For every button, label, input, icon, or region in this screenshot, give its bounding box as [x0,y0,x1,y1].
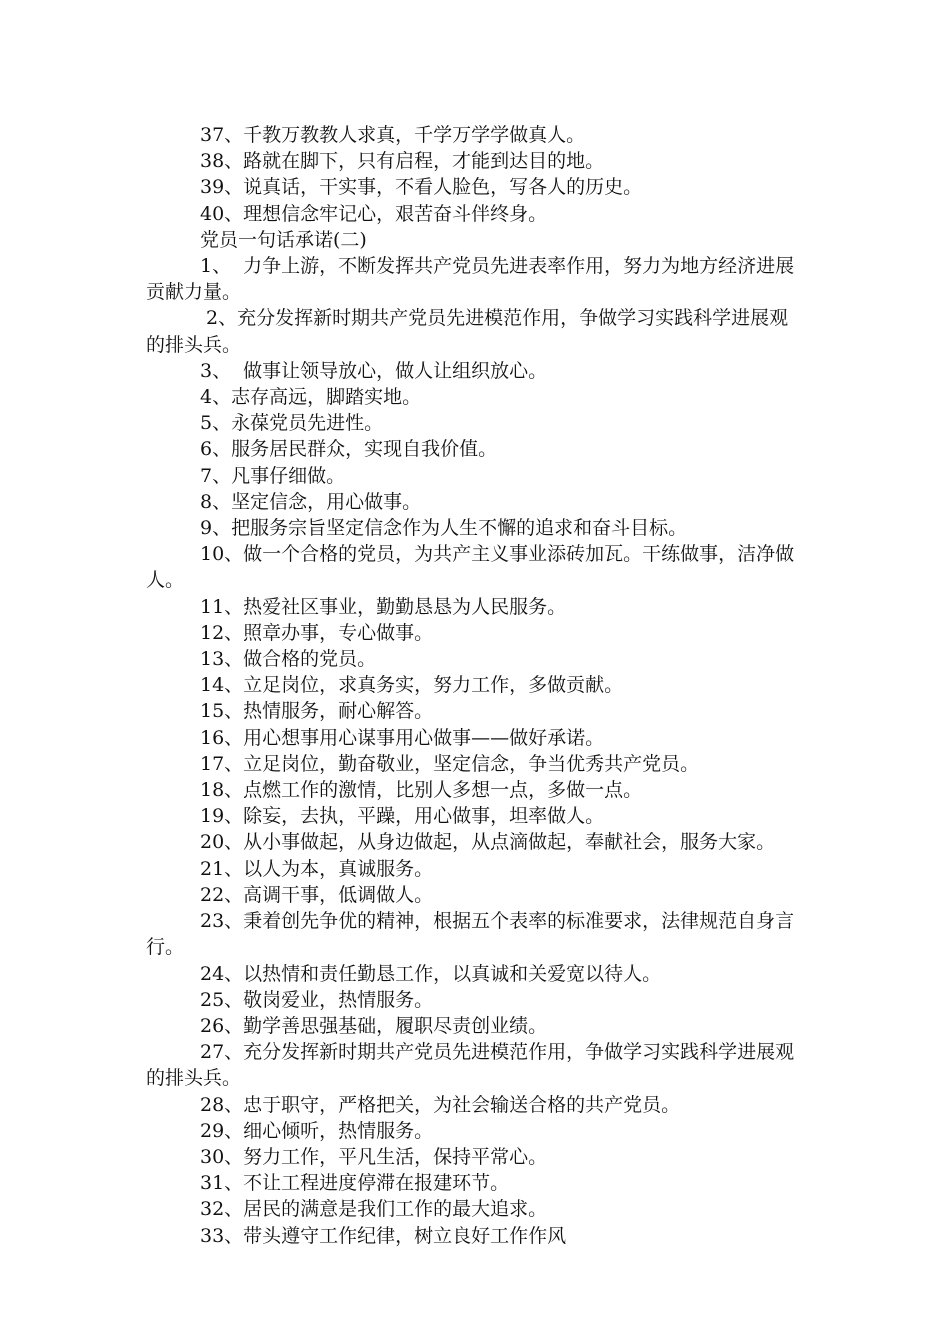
paragraph: 20、从小事做起，从身边做起，从点滴做起，奉献社会，服务大家。 [200,831,776,854]
paragraph: 14、立足岗位，求真务实，努力工作，多做贡献。 [200,674,624,697]
paragraph: 26、勤学善思强基础，履职尽责创业绩。 [200,1014,548,1037]
paragraph: 2、充分发挥新时期共产党员先进模范作用，争做学习实践科学进展观的排头兵。 [146,307,789,356]
paragraph: 5、永葆党员先进性。 [200,412,384,435]
paragraph: 6、服务居民群众，实现自我价值。 [200,438,498,461]
paragraph: 9、把服务宗旨坚定信念作为人生不懈的追求和奋斗目标。 [200,517,688,540]
paragraph: 40、理想信念牢记心，艰苦奋斗伴终身。 [200,202,548,225]
paragraph: 28、忠于职守，严格把关，为社会输送合格的共产党员。 [200,1093,681,1116]
paragraph: 17、立足岗位，勤奋敬业，坚定信念，争当优秀共产党员。 [200,752,700,775]
paragraph: 19、除妄，去执，平躁，用心做事，坦率做人。 [200,805,605,828]
paragraph: 23、秉着创先争优的精神，根据五个表率的标准要求，法律规范自身言行。 [146,910,795,959]
paragraph: 13、做合格的党员。 [200,648,377,671]
paragraph: 16、用心想事用心谋事用心做事——做好承诺。 [200,726,605,749]
paragraph: 27、充分发挥新时期共产党员先进模范作用，争做学习实践科学进展观的排头兵。 [146,1041,795,1090]
paragraph: 31、不让工程进度停滞在报建环节。 [200,1172,510,1195]
paragraph: 3、 做事让领导放心，做人让组织放心。 [200,359,548,382]
paragraph: 25、敬岗爱业，热情服务。 [200,988,434,1011]
paragraph: 10、做一个合格的党员，为共产主义事业添砖加瓦。干练做事，洁净做人。 [146,543,795,592]
paragraph: 21、以人为本，真诚服务。 [200,857,434,880]
paragraph: 38、路就在脚下，只有启程，才能到达目的地。 [200,150,605,173]
paragraph: 39、说真话，干实事，不看人脸色，写各人的历史。 [200,176,643,199]
document-body [146,122,806,1249]
paragraph: 29、细心倾听，热情服务。 [200,1119,434,1142]
paragraph: 24、以热情和责任勤恳工作，以真诚和关爱宽以待人。 [200,962,662,985]
paragraph: 32、居民的满意是我们工作的最大追求。 [200,1198,548,1221]
paragraph: 12、照章办事，专心做事。 [200,621,434,644]
paragraph: 37、千教万教教人求真，千学万学学做真人。 [200,124,586,146]
section-heading: 党员一句话承诺(二) [200,228,367,251]
paragraph: 1、 力争上游，不断发挥共产党员先进表率作用，努力为地方经济进展贡献力量。 [146,255,795,304]
paragraph: 22、高调干事，低调做人。 [200,883,434,906]
paragraph: 33、带头遵守工作纪律，树立良好工作作风 [200,1224,567,1247]
paragraph: 7、凡事仔细做。 [200,464,346,487]
paragraph: 8、坚定信念，用心做事。 [200,490,422,513]
paragraph: 30、努力工作，平凡生活，保持平常心。 [200,1145,548,1168]
paragraph: 18、点燃工作的激情，比别人多想一点，多做一点。 [200,779,643,802]
paragraph: 11、热爱社区事业，勤勤恳恳为人民服务。 [200,595,567,618]
paragraph: 15、热情服务，耐心解答。 [200,700,434,723]
paragraph: 4、志存高远，脚踏实地。 [200,386,422,409]
